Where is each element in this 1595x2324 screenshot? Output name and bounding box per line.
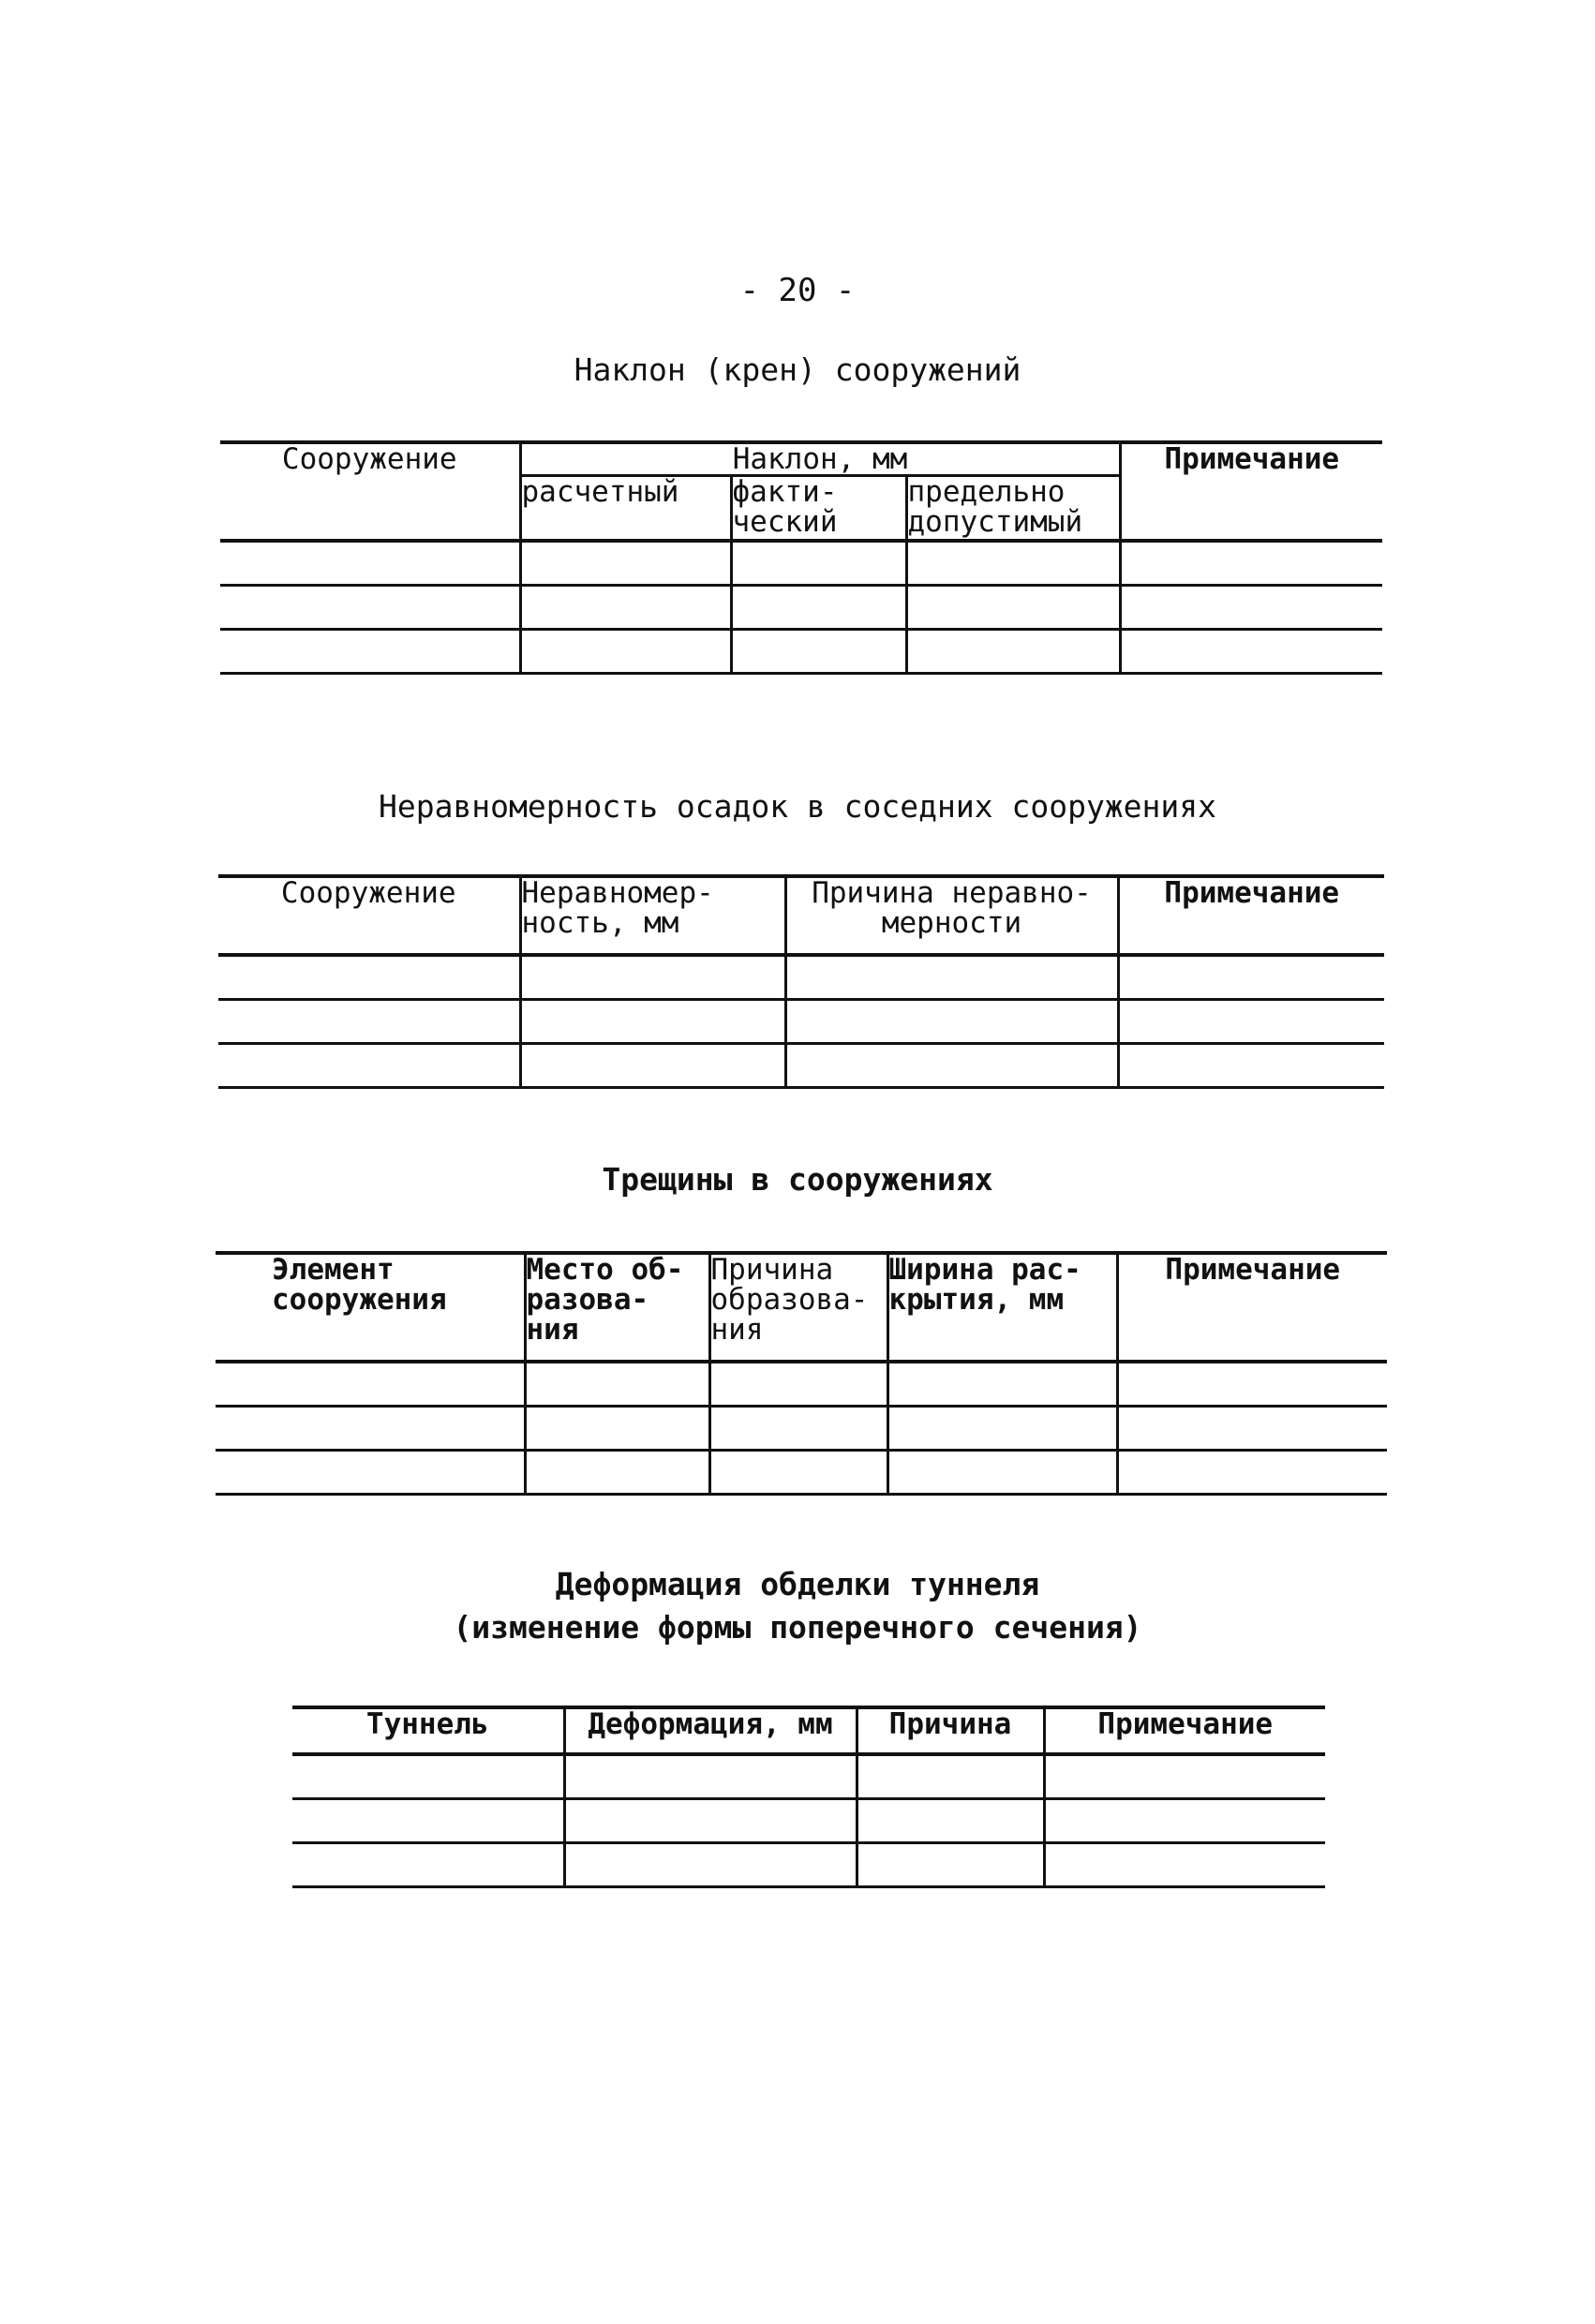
header-max-allowed: предельно допустимый bbox=[906, 476, 1120, 542]
tilt-table bbox=[220, 440, 1382, 675]
table-row bbox=[292, 1754, 1325, 1799]
table-row bbox=[216, 1407, 1387, 1451]
table-row bbox=[218, 1044, 1384, 1088]
header-cause: Причина bbox=[857, 1707, 1044, 1754]
header-deformation: Деформация, мм bbox=[564, 1707, 857, 1754]
header-width: Ширина рас- крытия, мм bbox=[887, 1253, 1117, 1362]
header-cause: Причина неравно- мерности bbox=[785, 876, 1118, 955]
header-location: Место об- разова- ния bbox=[525, 1253, 709, 1362]
tunnel-table bbox=[292, 1706, 1325, 1888]
header-tilt-group: Наклон, мм bbox=[520, 442, 1120, 476]
table-row bbox=[218, 1000, 1384, 1044]
section-title-unevenness: Неравномерность осадок в соседних сооружениях bbox=[378, 788, 1217, 825]
header-note: Примечание bbox=[1044, 1707, 1325, 1754]
table-row bbox=[218, 955, 1384, 1000]
table-row bbox=[292, 1843, 1325, 1887]
header-note: Примечание bbox=[1120, 442, 1382, 541]
table-row bbox=[220, 586, 1382, 630]
table-row bbox=[292, 1799, 1325, 1843]
table-row bbox=[216, 1362, 1387, 1407]
header-structure: Сооружение bbox=[218, 876, 520, 955]
header-actual: факти- ческий bbox=[731, 476, 906, 542]
header-structure: Сооружение bbox=[220, 442, 520, 541]
cracks-table bbox=[216, 1251, 1387, 1496]
header-calculated: расчетный bbox=[520, 476, 731, 542]
page-number: - 20 - bbox=[739, 272, 856, 309]
header-note: Примечание bbox=[1118, 876, 1384, 955]
table-row bbox=[220, 630, 1382, 674]
header-cause: Причина образова- ния bbox=[709, 1253, 887, 1362]
unevenness-table bbox=[218, 874, 1384, 1089]
header-tunnel: Туннель bbox=[292, 1707, 564, 1754]
table-row bbox=[216, 1451, 1387, 1495]
section-title-cracks: Трещины в сооружениях bbox=[602, 1161, 993, 1198]
section-title-tilt: Наклон (крен) сооружений bbox=[574, 351, 1021, 388]
header-note: Примечание bbox=[1117, 1253, 1387, 1362]
header-element: Элемент сооружения bbox=[216, 1253, 525, 1362]
section-title-tunnel: Деформация обделки туннеля (изменение формы поперечного сечения) bbox=[453, 1566, 1142, 1646]
table-row bbox=[220, 541, 1382, 586]
header-unevenness: Неравномер- ность, мм bbox=[520, 876, 785, 955]
